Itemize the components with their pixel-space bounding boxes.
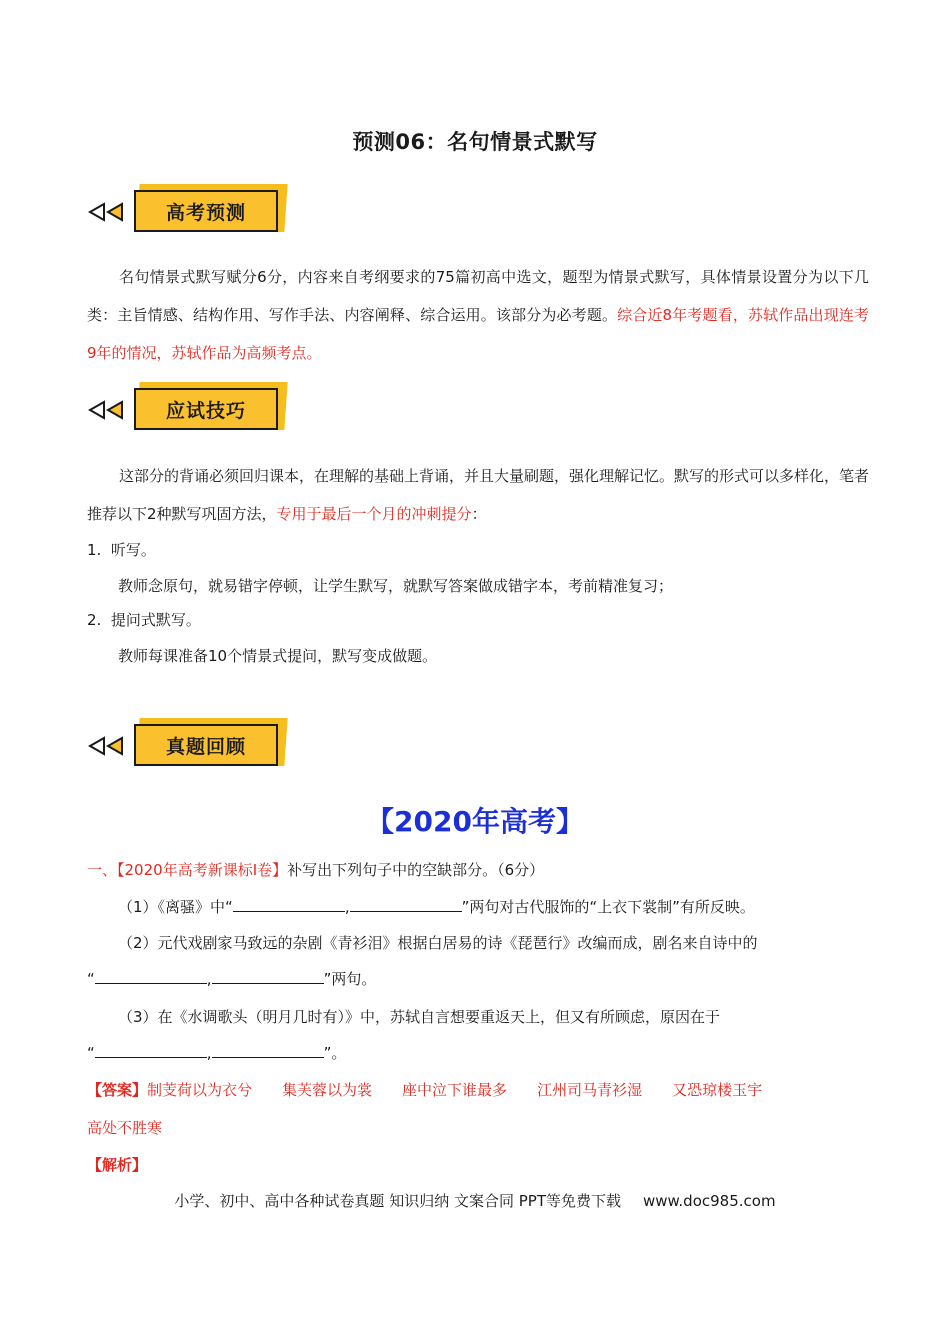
- section-banner-skills: [88, 380, 298, 440]
- open-quote: “: [87, 1044, 95, 1062]
- answer-label: 【答案】: [87, 1081, 148, 1099]
- section-banner-forecast: [88, 182, 298, 242]
- list-item-title: 提问式默写。: [110, 611, 201, 629]
- answer-blank: [233, 896, 345, 912]
- answer-blank: [212, 1042, 324, 1058]
- footer-text: 小学、初中、高中各种试卷真题 知识归纳 文案合同 PPT等免费下载: [174, 1192, 621, 1210]
- analysis-label: 【解析】: [87, 1156, 148, 1174]
- skills-end: ：: [471, 505, 487, 523]
- forecast-text: 名句情景式默写赋分6分，内容来自考纲要求的75篇初高中选文，题型为情景式默写，具体情景设置分为以下几类：主旨情感、结构作用、写作手法、内容阐释、综合运用。该部分为必考题。: [87, 268, 869, 324]
- forecast-paragraph: [87, 258, 869, 372]
- answer-item: 座中泣下谁最多: [402, 1081, 508, 1099]
- skills-highlight: 专用于最后一个月的冲刺提分: [276, 505, 472, 523]
- question-1-text: （1）《离骚》中“: [118, 898, 233, 916]
- question-1-tail: ”两句对古代服饰的“上衣下裳制”有所反映。: [461, 898, 755, 916]
- page-title: 预测06：名句情景式默写: [352, 130, 598, 154]
- method-1-title: [87, 539, 156, 561]
- double-arrow-left-icon: [88, 400, 128, 420]
- question-prompt: 补写出下列句子中的空缺部分。（6分）: [287, 861, 545, 879]
- answer-item: 江州司马青衫湿: [537, 1081, 643, 1099]
- answer-blank: [95, 1042, 207, 1058]
- list-number: 1.: [87, 541, 102, 559]
- list-item-title: 听写。: [110, 541, 156, 559]
- question-prefix: 一、: [87, 861, 118, 879]
- skills-paragraph: [87, 457, 869, 533]
- question-1: [118, 896, 755, 918]
- footer: [0, 1190, 950, 1212]
- question-2: （2）元代戏剧家马致远的杂剧《青衫泪》根据白居易的诗《琵琶行》改编而成，剧名来自诗中的: [118, 934, 758, 952]
- answer-item: 制芰荷以为衣兮: [147, 1081, 253, 1099]
- answer-line-2: 高处不胜寒: [87, 1119, 163, 1137]
- question-source: 【2020年高考新课标Ⅰ卷】: [117, 861, 288, 879]
- skills-text: 这部分的背诵必须回归课本，在理解的基础上背诵，并且大量刷题，强化理解记忆。默写的形式可以多样化，笔者推荐以下2种默写巩固方法，: [87, 467, 870, 523]
- answer-blank: [212, 968, 324, 984]
- blank-comma: ,: [206, 1044, 212, 1062]
- open-quote: “: [87, 970, 95, 988]
- method-2-desc: 教师每课准备10个情景式提问，默写变成做题。: [118, 647, 438, 665]
- forecast-highlight: 综合近8年考题看，苏轼作品出现连考9年的情况，苏轼作品为高频考点。: [87, 306, 869, 362]
- year-heading: 【2020年高考】: [366, 805, 584, 838]
- answer-blank: [350, 896, 462, 912]
- question-3-tail: ”。: [323, 1044, 347, 1062]
- question-3-line2: [87, 1042, 346, 1064]
- method-2-title: [87, 609, 201, 631]
- question-2-line2: [87, 968, 376, 990]
- list-number: 2.: [87, 611, 102, 629]
- question-3: （3）在《水调歌头（明月几时有）》中，苏轼自言想要重返天上，但又有所顾虑，原因在于: [118, 1008, 721, 1026]
- answer-item: 集芙蓉以为裳: [282, 1081, 373, 1099]
- banner-label: 应试技巧: [134, 388, 278, 430]
- footer-site-link[interactable]: www.doc985.com: [642, 1192, 776, 1210]
- double-arrow-left-icon: [88, 736, 128, 756]
- banner-label: 高考预测: [134, 190, 278, 232]
- question-header: [87, 859, 544, 881]
- question-2-tail: ”两句。: [323, 970, 377, 988]
- section-banner-review: [88, 716, 298, 776]
- double-arrow-left-icon: [88, 202, 128, 222]
- blank-comma: ,: [344, 898, 350, 916]
- blank-comma: ,: [206, 970, 212, 988]
- answer-line: [87, 1079, 792, 1101]
- answer-item: 又恐琼楼玉宇: [672, 1081, 763, 1099]
- method-1-desc: 教师念原句，就易错字停顿，让学生默写，就默写答案做成错字本，考前精准复习；: [118, 577, 674, 595]
- answer-blank: [95, 968, 207, 984]
- banner-label: 真题回顾: [134, 724, 278, 766]
